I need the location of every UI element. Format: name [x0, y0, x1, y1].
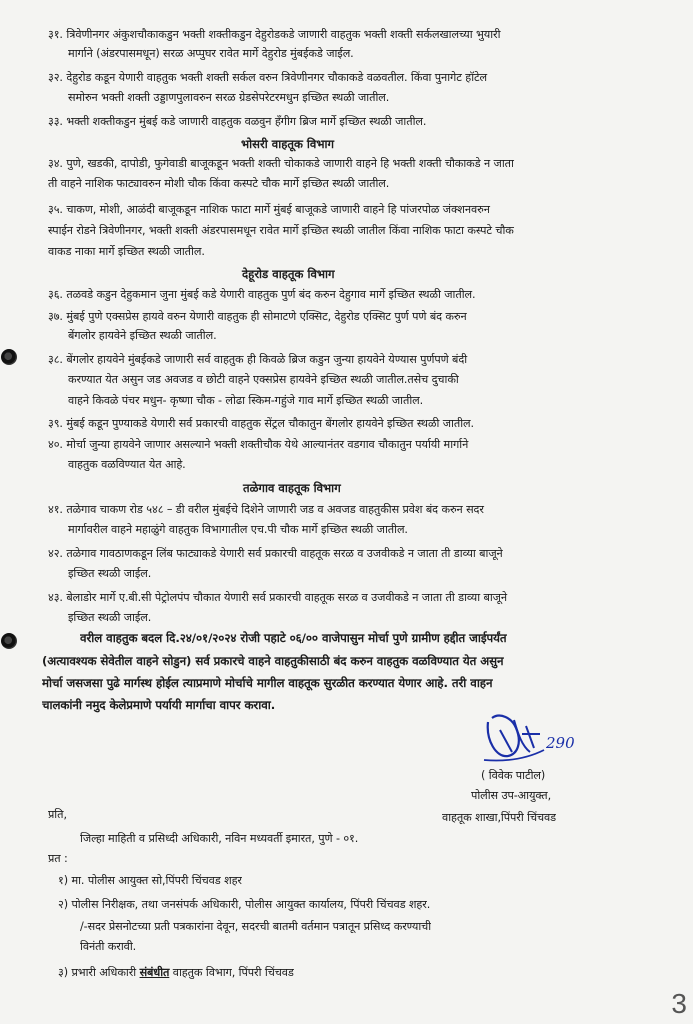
heading-dehuroad-traffic-division: देहूरोड वाहतूक विभाग [242, 267, 335, 281]
punch-hole-upper [1, 349, 17, 365]
copy-recipient-3-underlined: संबंधीत [139, 966, 170, 979]
item-41-line-1: ४१. तळेगाव चाकण रोड ५४८ – डी वरील मुंबईचे दिशेने जाणारी जड व अवजड वाहतुकीस प्रवेश बंद करुन सदर [48, 503, 484, 516]
signature-mark: 290 [546, 734, 575, 752]
copy-recipient-3-prefix: ३) प्रभारी अधिकारी [58, 966, 137, 979]
copy-recipient-2-note-2: विनंती करावी. [80, 940, 137, 953]
punch-hole-lower [1, 633, 17, 649]
item-40-line-1: ४०. मोर्चा जुन्या हायवेने जाणार असल्याने भक्ती शक्तीचौक येथे आल्यानंतर वडगाव चौकातुन पर्यायी मार्गाने [48, 438, 469, 451]
item-43-line-2: इच्छित स्थळी जाईल. [68, 611, 152, 624]
item-40-line-2: वाहतुक वळविण्यात येत आहे. [68, 458, 186, 471]
item-42-line-2: इच्छित स्थळी जाईल. [68, 567, 152, 580]
handwritten-signature [478, 700, 608, 770]
copy-recipient-1: १) मा. पोलीस आयुक्त सो,पिंपरी चिंचवड शहर [58, 874, 242, 887]
copy-recipient-3 [58, 965, 294, 981]
to-label: प्रति, [48, 808, 67, 821]
item-41-line-2: मार्गावरील वाहने महाळुंगे वाहतुक विभागातील एच.पी चौक मार्गे इच्छित स्थळी जातील. [68, 523, 408, 536]
copy-recipient-2: २) पोलीस निरीक्षक, तथा जनसंपर्क अधिकारी, पोलीस आयुक्त कार्यालय, पिंपरी चिंचवड शहर. [58, 898, 431, 911]
item-38-line-1: ३८. बेंगलोर हायवेने मुंबईकडे जाणारी सर्व वाहतुक ही किवळे ब्रिज कडुन जुन्या हायवेने येण्यास पुर्णपणे बंदी [48, 353, 468, 366]
item-38-line-3: वाहने किवळे पंचर मधुन- कृष्णा चौक - लोढा स्किम-गहुंजे गाव मार्गे इच्छित स्थळी जातील. [68, 394, 424, 407]
item-37-line-1: ३७. मुंबई पुणे एक्सप्रेस हायवे वरुन येणारी वाहतुक ही सोमाटणे एक्सिट, देहुरोड एक्सिट पुर्ण पणे बंद करुन [48, 310, 467, 323]
page-number: 3 [671, 988, 687, 1019]
item-34-line-2: ती वाहने नाशिक फाट्यावरुन मोशी चौक किंवा कस्पटे चौक मार्गे इच्छित स्थळी जातील. [48, 177, 390, 190]
item-36: ३६. तळवडे कडुन देहुकमान जुना मुंबई कडे येणारी वाहतुक पुर्ण बंद करुन देहुगाव मार्गे इच्छित स्थळी जातील. [48, 288, 476, 301]
item-32-line-1: ३२. देहुरोड कडून येणारी वाहतुक भक्ती शक्ती सर्कल वरुन त्रिवेणीनगर चौकाकडे वळवतील. किंवा पुनागेट हॉटेल [48, 71, 488, 84]
item-39: ३९. मुंबई कडून पुण्याकडे येणारी सर्व प्रकारची वाहतुक सेंट्रल चौकातुन बेंगलोर हायवेने इच्छित स्थळी जातील. [48, 417, 474, 430]
item-38-line-2: करण्यात येत असुन जड अवजड व छोटी वाहने एक्सप्रेस हायवेने इच्छित स्थळी जातील.तसेच दुचाकी [68, 373, 459, 386]
closing-paragraph-line-2: (अत्यावश्यक सेवेतील वाहने सोडुन) सर्व प्रकारचे वाहने वाहतुकीसाठी बंद करुन वाहतुक वळविण्यात येत असुन [42, 654, 504, 668]
item-35-line-2: स्पाईन रोडने त्रिवेणीनगर, भक्ती शक्ती अंडरपासमधून रावेत मार्गे इच्छित स्थळी जातील किंवा नाशिक फाटा कस्पटे चौक [48, 224, 514, 237]
heading-talegaon-traffic-division: तळेगाव वाहतूक विभाग [243, 481, 341, 495]
item-43-line-1: ४३. बेलाडोर मार्गे ए.बी.सी पेट्रोलपंप चौकात येणारी सर्व प्रकारची वाहतूक सरळ व उजवीकडे न जाता ती डाव्या बाजूने [48, 591, 507, 604]
item-33: ३३. भक्ती शक्तीकडुन मुंबई कडे जाणारी वाहतुक वळवुन हॅंगीग ब्रिज मार्गे इच्छित स्थळी जातील. [48, 115, 427, 128]
item-37-line-2: बेंगलोर हायवेने इच्छित स्थळी जातील. [68, 329, 217, 342]
item-34-line-1: ३४. पुणे, खडकी, दापोडी, फुगेवाडी बाजूकडून भक्ती शक्ती चोकाकडे जाणारी वाहने हि भक्ती शक्ती चौकाकडे न जाता [48, 157, 514, 170]
signatory-designation: पोलीस उप-आयुक्त, [471, 789, 552, 802]
closing-paragraph-line-1: वरील वाहतुक बदल दि.२४/०१/२०२४ रोजी पहाटे ०६/०० वाजेपासुन मोर्चा पुणे ग्रामीण हद्दीत जाईपर्यंत [80, 631, 507, 645]
copy-label: प्रत : [48, 852, 68, 865]
item-31-line-1: ३१. त्रिवेणीनगर अंकुशचौकाकडुन भक्ती शक्तीकडुन देहुरोडकडे जाणारी वाहतुक भक्ती शक्ती सर्कलखालच्या भुयारी [48, 28, 501, 41]
heading-bhosari-traffic-division: भोसरी वाहतूक विभाग [241, 137, 335, 151]
item-32-line-2: समोरुन भक्ती शक्ती उड्डाणपुलावरुन सरळ ग्रेडसेपरेटरमधुन इच्छित स्थळी जातील. [68, 91, 390, 104]
closing-paragraph-line-4: चालकांनी नमुद केलेप्रमाणे पर्यायी मार्गाचा वापर करावा. [42, 698, 276, 712]
item-35-line-3: वाकड नाका मार्गे इच्छित स्थळी जातील. [48, 245, 205, 258]
item-35-line-1: ३५. चाकण, मोशी, आळंदी बाजूकडून नाशिक फाटा मार्गे मुंबई बाजूकडे जाणारी वाहने हि पांजरपोळ जंक्शनवरुन [48, 203, 490, 216]
item-42-line-1: ४२. तळेगाव गावठाणकडून लिंब फाट्याकडे येणारी सर्व प्रकारची वाहतूक सरळ व उजवीकडे न जाता ती डाव्या बाजूने [48, 547, 503, 560]
closing-paragraph-line-3: मोर्चा जसजसा पुढे मार्गस्थ होईल त्याप्रमाणे मोर्चाचे मागील वाहतूक सुरळीत करण्यात येणार आहे. तरी वाहन [42, 676, 493, 690]
to-recipient: जिल्हा माहिती व प्रसिध्दी अधिकारी, नविन मध्यवर्ती इमारत, पुणे - ०१. [80, 832, 359, 845]
copy-recipient-2-note-1: /-सदर प्रेसनोटच्या प्रती पत्रकारांना देवून, सदरची बातमी वर्तमान पत्रातून प्रसिध्द करण्याची [80, 920, 432, 933]
signatory-name: ( विवेक पाटील) [481, 769, 546, 782]
item-31-line-2: मार्गाने (अंडरपासमधून) सरळ अप्पुघर रावेत मार्गे देहुरोड मुंबईकडे जाईल. [68, 47, 354, 60]
signatory-office: वाहतूक शाखा,पिंपरी चिंचवड [442, 811, 557, 824]
copy-recipient-3-suffix: वाहतुक विभाग, पिंपरी चिंचवड [172, 966, 294, 979]
